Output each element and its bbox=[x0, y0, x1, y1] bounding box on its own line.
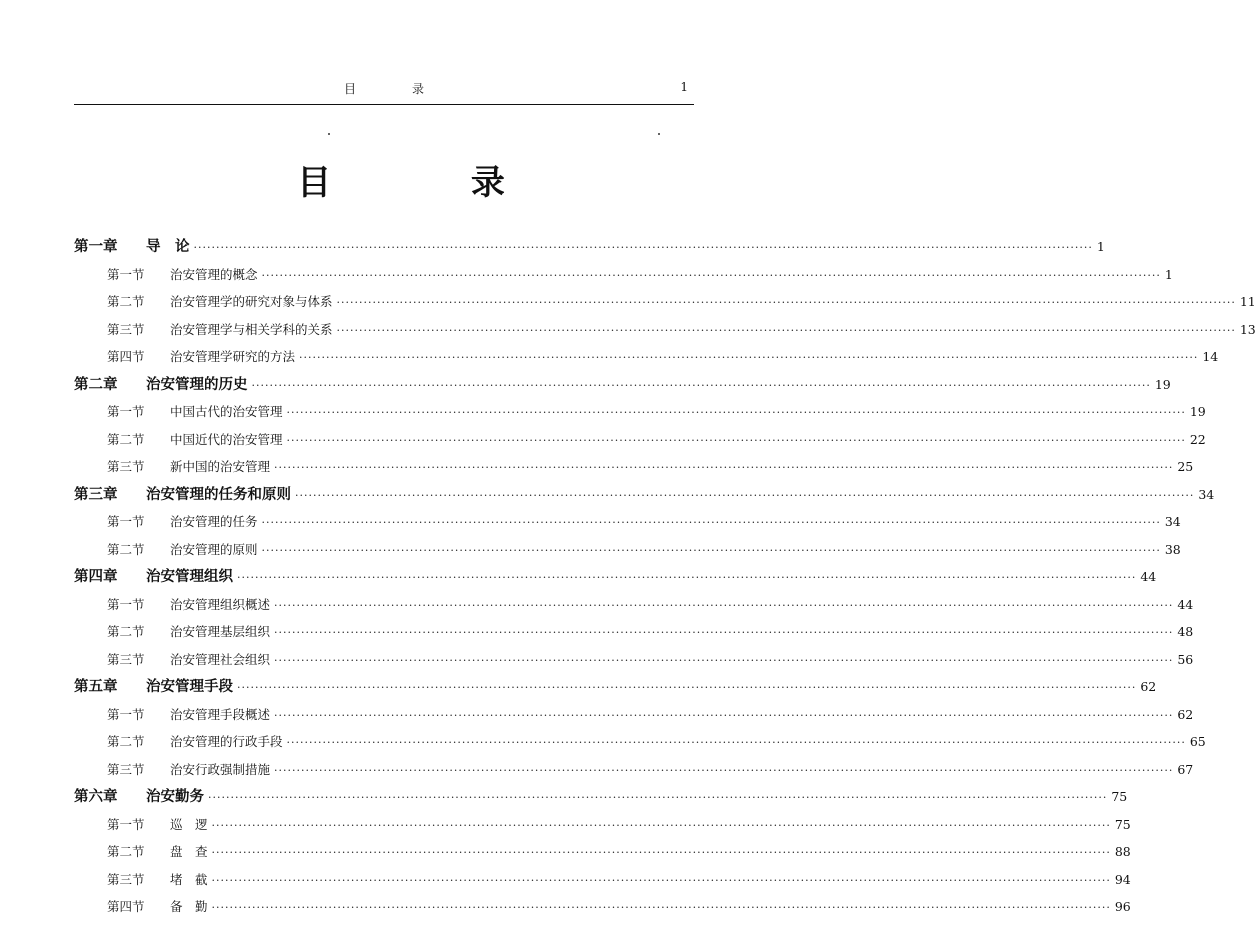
section-title: 治安管理的任务 bbox=[170, 514, 258, 529]
toc-section-row[interactable] bbox=[74, 316, 1256, 344]
toc-page-number: 62 bbox=[1140, 679, 1157, 694]
toc-chapter-row[interactable] bbox=[74, 233, 1105, 261]
toc-page-number: 56 bbox=[1177, 651, 1194, 667]
section-title: 治安管理手段概述 bbox=[170, 706, 271, 722]
section-label: 第四节 bbox=[107, 349, 145, 364]
toc-section-row[interactable] bbox=[74, 288, 1256, 316]
dot-leader: ········································································································································································································ bbox=[274, 626, 1174, 639]
chapter-label: 第一章 bbox=[74, 239, 118, 255]
dot-leader: ········································································································································································································ bbox=[336, 323, 1236, 337]
toc-page-number: 88 bbox=[1114, 844, 1131, 859]
toc-page-number: 75 bbox=[1111, 789, 1128, 804]
dot-leader: ········································································································································································································ bbox=[299, 351, 1199, 364]
dot-leader: ········································································································································································································ bbox=[274, 461, 1174, 474]
chapter-title: 导 论 bbox=[146, 239, 190, 255]
section-title: 治安管理基层组织 bbox=[170, 624, 271, 639]
toc-page-number: 75 bbox=[1114, 816, 1131, 832]
toc-page-number: 96 bbox=[1114, 899, 1131, 914]
section-label: 第二节 bbox=[107, 624, 145, 639]
section-label: 第四节 bbox=[107, 899, 145, 914]
section-label: 第一节 bbox=[107, 596, 145, 612]
toc-page-number: 22 bbox=[1189, 431, 1206, 447]
toc-section-row[interactable] bbox=[74, 426, 1206, 454]
toc-page-number: 1 bbox=[1096, 239, 1105, 254]
section-title: 巡 逻 bbox=[170, 816, 208, 832]
toc-page-number: 34 bbox=[1164, 514, 1181, 529]
section-title: 盘 查 bbox=[170, 844, 208, 859]
toc-section-row[interactable] bbox=[74, 261, 1173, 289]
dot-leader: ········································································································································································································ bbox=[261, 268, 1161, 282]
chapter-title: 治安管理的历史 bbox=[146, 376, 248, 393]
toc-section-row[interactable] bbox=[74, 756, 1194, 784]
dot-leader: ········································································································································································································ bbox=[336, 296, 1236, 309]
toc-page-number: 11 bbox=[1239, 294, 1256, 309]
running-header bbox=[74, 78, 694, 105]
page-title: 目 录 bbox=[297, 163, 569, 203]
toc-section-row[interactable] bbox=[74, 838, 1131, 866]
chapter-label: 第四章 bbox=[74, 569, 118, 585]
toc-page-number: 19 bbox=[1189, 404, 1206, 419]
dot-leader: ········································································································································································································ bbox=[261, 516, 1161, 529]
dot-leader: ········································································································································································································ bbox=[274, 653, 1174, 667]
toc-page-number: 65 bbox=[1189, 734, 1206, 749]
toc-page-number: 25 bbox=[1177, 459, 1194, 474]
dot-leader: ········································································································································································································ bbox=[237, 571, 1137, 584]
section-title: 备 勤 bbox=[170, 899, 208, 914]
section-label: 第二节 bbox=[107, 844, 145, 859]
section-title: 治安管理学研究的方法 bbox=[170, 349, 296, 364]
dot-leader: ········································································································································································································ bbox=[286, 433, 1186, 447]
dot-leader: ········································································································································································································ bbox=[274, 708, 1174, 722]
table-of-contents bbox=[74, 233, 1256, 921]
section-label: 第一节 bbox=[107, 266, 145, 282]
section-title: 治安管理的行政手段 bbox=[170, 734, 283, 749]
toc-section-row[interactable] bbox=[74, 618, 1194, 646]
chapter-title: 治安管理的任务和原则 bbox=[146, 486, 291, 503]
section-label: 第三节 bbox=[107, 871, 145, 887]
toc-section-row[interactable] bbox=[74, 646, 1194, 674]
section-label: 第一节 bbox=[107, 816, 145, 832]
dot-leader: ········································································································································································································ bbox=[211, 873, 1111, 887]
section-label: 第一节 bbox=[107, 404, 145, 419]
chapter-label: 第六章 bbox=[74, 789, 118, 805]
toc-chapter-row[interactable] bbox=[74, 563, 1157, 591]
toc-chapter-row[interactable] bbox=[74, 371, 1171, 399]
section-title: 中国近代的治安管理 bbox=[170, 431, 283, 447]
toc-section-row[interactable] bbox=[74, 508, 1181, 536]
section-title: 堵 截 bbox=[170, 871, 208, 887]
toc-page-number: 48 bbox=[1177, 624, 1194, 639]
section-label: 第二节 bbox=[107, 431, 145, 447]
toc-section-row[interactable] bbox=[74, 343, 1219, 371]
toc-section-row[interactable] bbox=[74, 893, 1131, 921]
toc-section-row[interactable] bbox=[74, 591, 1194, 619]
dot-leader: ········································································································································································································ bbox=[237, 681, 1137, 694]
section-title: 治安行政强制措施 bbox=[170, 761, 271, 777]
toc-page-number: 62 bbox=[1177, 706, 1194, 722]
section-label: 第三节 bbox=[107, 651, 145, 667]
toc-page-number: 38 bbox=[1164, 541, 1181, 557]
toc-page-number: 14 bbox=[1202, 349, 1219, 364]
toc-section-row[interactable] bbox=[74, 701, 1194, 729]
chapter-label: 第三章 bbox=[74, 486, 118, 503]
toc-section-row[interactable] bbox=[74, 811, 1131, 839]
toc-section-row[interactable] bbox=[74, 398, 1206, 426]
section-title: 新中国的治安管理 bbox=[170, 459, 271, 474]
section-label: 第三节 bbox=[107, 459, 145, 474]
running-header-title: 目 录 bbox=[343, 82, 446, 96]
dot-leader: ········································································································································································································ bbox=[295, 488, 1195, 502]
toc-page-number: 34 bbox=[1198, 486, 1215, 502]
section-title: 治安管理社会组织 bbox=[170, 651, 271, 667]
print-speck bbox=[328, 133, 330, 135]
dot-leader: ········································································································································································································ bbox=[208, 791, 1108, 804]
toc-page-number: 44 bbox=[1140, 569, 1157, 584]
toc-page-number: 44 bbox=[1177, 596, 1194, 612]
toc-page-number: 1 bbox=[1164, 266, 1173, 282]
toc-section-row[interactable] bbox=[74, 453, 1194, 481]
toc-page-number: 19 bbox=[1154, 376, 1171, 392]
chapter-title: 治安勤务 bbox=[146, 789, 204, 805]
chapter-title: 治安管理组织 bbox=[146, 569, 233, 585]
section-label: 第二节 bbox=[107, 541, 145, 557]
dot-leader: ········································································································································································································ bbox=[261, 543, 1161, 557]
chapter-label: 第五章 bbox=[74, 679, 118, 695]
section-title: 治安管理学与相关学科的关系 bbox=[170, 321, 333, 337]
chapter-label: 第二章 bbox=[74, 376, 118, 393]
section-label: 第二节 bbox=[107, 734, 145, 749]
toc-page-number: 94 bbox=[1114, 871, 1131, 887]
section-title: 中国古代的治安管理 bbox=[170, 404, 283, 419]
section-label: 第三节 bbox=[107, 761, 145, 777]
toc-chapter-row[interactable] bbox=[74, 481, 1215, 509]
dot-leader: ········································································································································································································ bbox=[251, 378, 1151, 392]
section-label: 第一节 bbox=[107, 514, 145, 529]
section-title: 治安管理组织概述 bbox=[170, 596, 271, 612]
section-title: 治安管理的概念 bbox=[170, 266, 258, 282]
section-label: 第二节 bbox=[107, 294, 145, 309]
dot-leader: ········································································································································································································ bbox=[286, 406, 1186, 419]
dot-leader: ········································································································································································································ bbox=[211, 818, 1111, 832]
toc-chapter-row[interactable] bbox=[74, 783, 1128, 811]
section-label: 第一节 bbox=[107, 706, 145, 722]
toc-section-row[interactable] bbox=[74, 536, 1181, 564]
toc-section-row[interactable] bbox=[74, 866, 1131, 894]
dot-leader: ········································································································································································································ bbox=[274, 763, 1174, 777]
dot-leader: ········································································································································································································ bbox=[193, 241, 1093, 254]
toc-section-row[interactable] bbox=[74, 728, 1206, 756]
toc-chapter-row[interactable] bbox=[74, 673, 1157, 701]
dot-leader: ········································································································································································································ bbox=[274, 598, 1174, 612]
section-label: 第三节 bbox=[107, 321, 145, 337]
dot-leader: ········································································································································································································ bbox=[211, 901, 1111, 914]
print-speck bbox=[658, 133, 660, 135]
page-number: 1 bbox=[680, 80, 688, 94]
chapter-title: 治安管理手段 bbox=[146, 679, 233, 695]
dot-leader: ········································································································································································································ bbox=[286, 736, 1186, 749]
section-title: 治安管理学的研究对象与体系 bbox=[170, 294, 333, 309]
dot-leader: ········································································································································································································ bbox=[211, 846, 1111, 859]
section-title: 治安管理的原则 bbox=[170, 541, 258, 557]
toc-page-number: 13 bbox=[1239, 321, 1256, 337]
toc-page-number: 67 bbox=[1177, 761, 1194, 777]
